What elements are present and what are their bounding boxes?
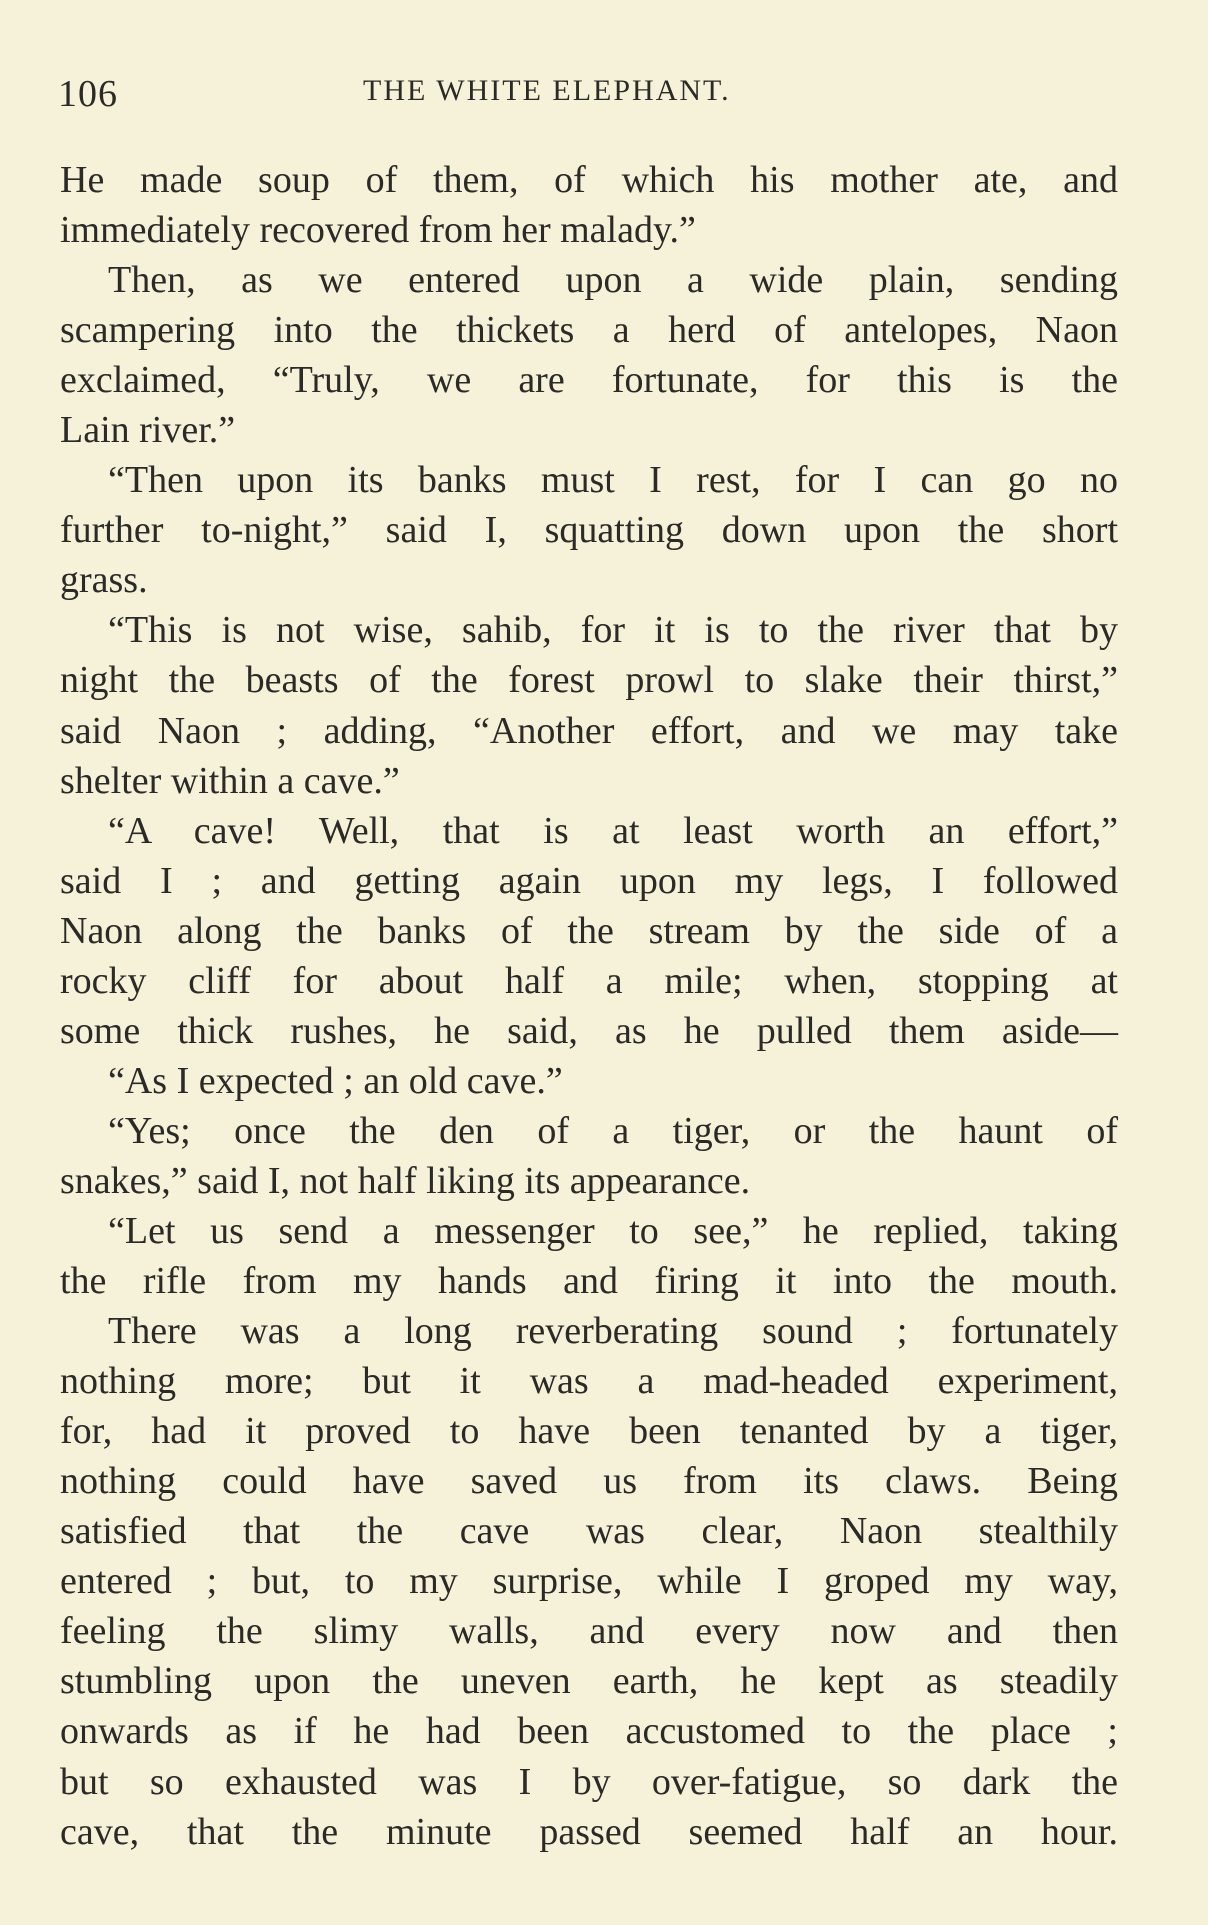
text-line: stumbling upon the uneven earth, he kept as steadily [60,1660,1118,1703]
text-line: cave, that the minute passed seemed half an hour. [60,1810,1118,1853]
text-line: night the beasts of the forest prowl to slake their thirst,” [60,659,1118,702]
text-line: “As I expected ; an old cave.” [108,1059,563,1102]
text-line: snakes,” said I, not half liking its appearance. [60,1159,751,1202]
text-line: exclaimed, “Truly, we are fortunate, for this is the [60,359,1118,402]
text-line: grass. [60,559,148,602]
paragraph [60,1306,1118,1857]
text-line: rocky cliff for about half a mile; when, stopping at [60,959,1118,1002]
text-line: There was a long reverberating sound ; fortunately [108,1310,1118,1353]
text-line: said Naon ; adding, “Another effort, and we may take [60,709,1118,752]
text-line: Naon along the banks of the stream by the side of a [60,909,1118,952]
paragraph [60,155,1118,255]
paragraph [60,806,1118,1056]
text-line: scampering into the thickets a herd of antelopes, Naon [60,309,1118,352]
text-line: entered ; but, to my surprise, while I groped my way, [60,1560,1118,1603]
text-line: Lain river.” [60,409,236,452]
text-line: immediately recovered from her malady.” [60,209,696,252]
text-line: satisfied that the cave was clear, Naon stealthily [60,1510,1118,1553]
text-line: He made soup of them, of which his mother ate, and [60,159,1118,201]
text-line: “This is not wise, sahib, for it is to the river that by [108,609,1118,652]
page-body-text [60,155,1118,1857]
text-line: “Then upon its banks must I rest, for I can go no [108,459,1118,502]
paragraph [60,605,1118,805]
text-line: nothing could have saved us from its claws. Being [60,1460,1118,1503]
paragraph [60,1206,1118,1306]
text-line: onwards as if he had been accustomed to the place ; [60,1710,1118,1753]
running-title: THE WHITE ELEPHANT. [363,74,731,107]
paragraph [60,255,1118,455]
text-line: “Let us send a messenger to see,” he replied, taking [108,1209,1118,1252]
paragraph [60,1056,1118,1106]
text-line: nothing more; but it was a mad-headed experiment, [60,1360,1118,1403]
paragraph [60,455,1118,605]
text-line: shelter within a cave.” [60,759,400,802]
text-line: “Yes; once the den of a tiger, or the haunt of [108,1109,1118,1152]
text-line: further to-night,” said I, squatting down upon the short [60,509,1118,552]
text-line: for, had it proved to have been tenanted by a tiger, [60,1410,1118,1453]
text-line: but so exhausted was I by over-fatigue, so dark the [60,1760,1118,1803]
text-line: the rifle from my hands and firing it into the mouth. [60,1260,1118,1303]
page-header [58,72,1118,122]
paragraph [60,1106,1118,1206]
text-line: “A cave! Well, that is at least worth an effort,” [108,809,1118,852]
text-line: feeling the slimy walls, and every now and then [60,1610,1118,1653]
text-line: some thick rushes, he said, as he pulled them aside— [60,1009,1118,1052]
text-line: Then, as we entered upon a wide plain, sending [108,259,1118,302]
text-line: said I ; and getting again upon my legs, I followed [60,859,1118,902]
page-number: 106 [58,73,118,115]
